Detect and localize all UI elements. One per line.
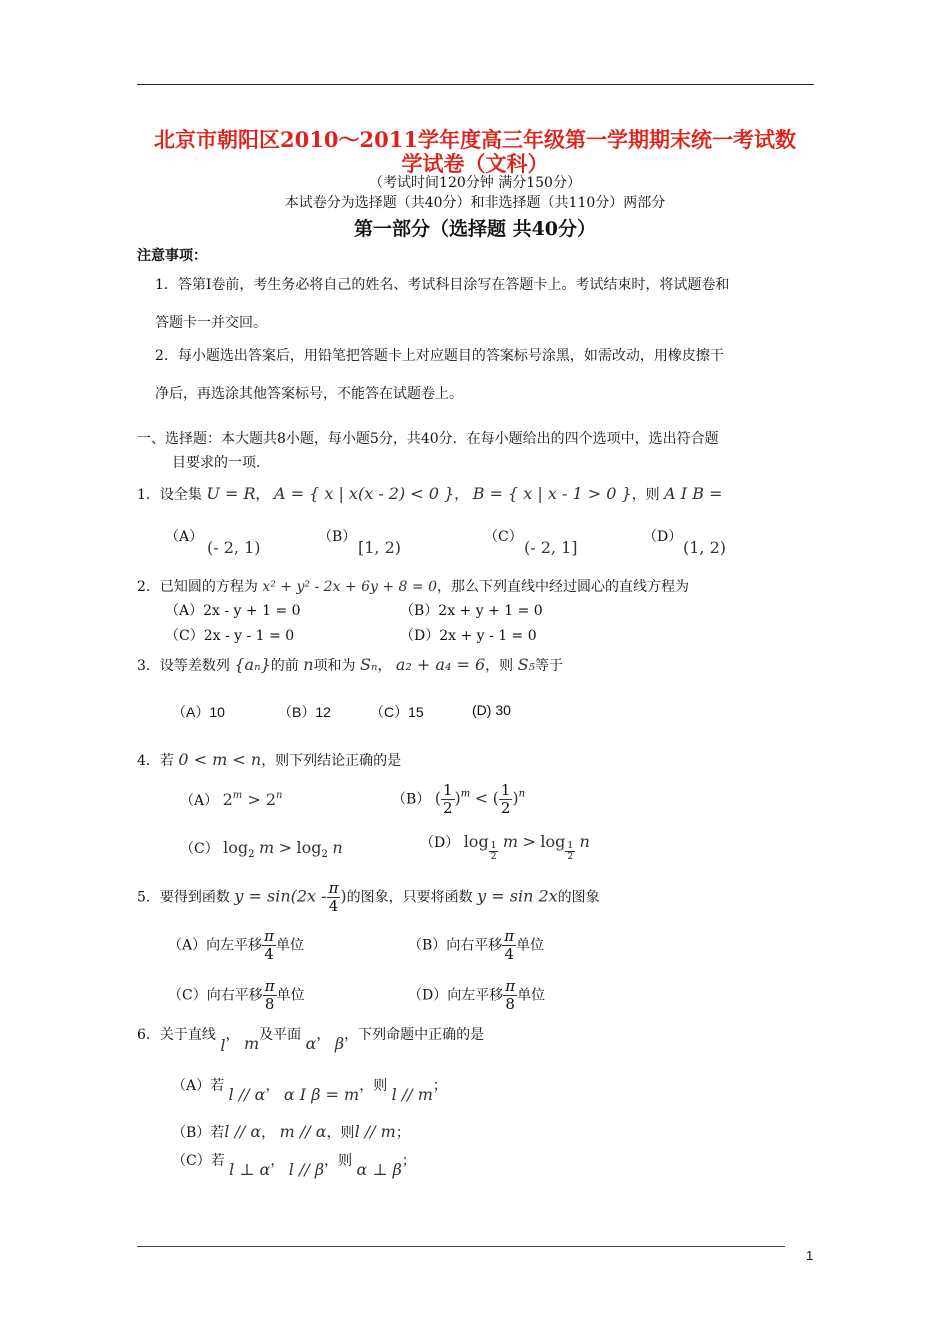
q4-c-m: m (259, 838, 275, 857)
q4-number: 4． (137, 753, 160, 769)
q4-b-frac2-num: 1 (500, 781, 511, 799)
q6-alpha: α (305, 1034, 317, 1053)
q1-comma2: ， (454, 487, 469, 503)
q4-b-lparen2: ( (492, 788, 499, 808)
q3-sequence: {aₙ} (234, 655, 271, 674)
q4-b-frac1-num: 1 (443, 781, 453, 799)
q3-opt-a: （A）10 (172, 704, 225, 720)
q2-opt-c: （C）2x - y - 1 = 0 (165, 628, 295, 644)
q4-stem-post: ，则下列结论正确的是 (261, 753, 402, 769)
q4-a-exp-m: m (232, 790, 243, 801)
section-title: 第一部分（选择题 共40分） (353, 218, 597, 240)
q6-stem1: 关于直线 (159, 1027, 216, 1043)
q5-c-pi: π (264, 977, 275, 995)
q5-pi: π (328, 879, 339, 897)
q6-opt-a (172, 1075, 447, 1104)
q4-c-log1: log (223, 838, 249, 857)
q3-stem4: ，则 (485, 658, 514, 674)
q2-stem-pre: 已知圆的方程为 (159, 579, 258, 595)
q6-opt-c-m3: α ⊥ β (356, 1160, 402, 1179)
q3-n: n (303, 655, 314, 674)
q6-opt-b-m3: l // m (354, 1122, 396, 1141)
q1-stem: 设全集 (159, 487, 202, 503)
top-rule (137, 84, 814, 85)
q4-condition: 0 < m < n (178, 750, 262, 769)
part1-heading-line1: 一、选择题：本大题共8小题，每小题5分，共40分．在每小题给出的四个选项中，选出符合题 (137, 431, 719, 447)
q4-c-gt: > (278, 838, 293, 857)
q1-then: ，则 (631, 487, 660, 503)
notice-item1-line1: 1．答第I卷前，考生务必将自己的姓名、考试科目涂写在答题卡上。考试结束时，将试题卷和 (155, 277, 730, 293)
q3-stem2: 的前 (270, 658, 299, 674)
q6-comma2: ， (316, 1027, 331, 1043)
q4-opt-b-label: （B） (392, 791, 431, 808)
q6-l: l (220, 1036, 226, 1055)
q4-opt-a (180, 790, 282, 810)
q6-opt-b-comma: ， (261, 1125, 276, 1141)
q6-opt-b-then: ，则 (326, 1125, 355, 1141)
q4-b-exp-m: m (460, 788, 471, 800)
q4-opt-d-label: （D） (420, 835, 460, 851)
q4-d-base1-num: 1 (490, 841, 497, 851)
q5-function1: y = sin(2x - (234, 886, 327, 906)
q1-number: 1． (137, 487, 160, 503)
q1-opt-b: [1, 2) (358, 538, 402, 557)
q5-opt-d-frac (503, 978, 517, 1013)
q2-opt-a: （A）2x - y + 1 = 0 (165, 603, 301, 619)
q1-opt-c: (- 2, 1] (524, 538, 578, 557)
q1-opt-b-label: （B） (318, 529, 357, 545)
q2-number: 2． (137, 579, 160, 595)
q3-stem1: 设等差数列 (159, 658, 230, 674)
q4-a-base: 2 (222, 790, 233, 809)
q3-line (137, 655, 563, 675)
q6-opt-c-semicolon: ； (401, 1153, 416, 1169)
footer-rule (137, 1246, 785, 1247)
q4-c-n: n (332, 838, 343, 857)
q6-opt-b-m2: m // α (279, 1122, 327, 1141)
q1-opt-d-label: （D） (643, 529, 683, 545)
q4-b-frac2-den: 2 (500, 799, 511, 817)
q5-stem1: 要得到函数 (159, 889, 230, 906)
q5-function2: y = sin 2x (477, 886, 558, 906)
q4-d-n: n (579, 832, 590, 851)
q6-stem3: ，下列命题中正确的是 (344, 1027, 485, 1043)
q5-d-den: 8 (505, 995, 515, 1013)
q4-stem-pre: 若 (159, 753, 174, 769)
q4-b-frac2 (499, 782, 513, 817)
q4-opt-c (180, 838, 343, 860)
q2-stem-post: ，那么下列直线中经过圆心的直线方程为 (437, 579, 689, 595)
q2-circle-equation: x² + y² - 2x + 6y + 8 = 0 (262, 579, 437, 595)
q4-b-rparen2: ) (512, 788, 519, 808)
q4-opt-b (392, 782, 525, 817)
q2-line (137, 576, 689, 596)
exam-info: （考试时间120分钟 满分150分） (369, 175, 581, 191)
q5-opt-c (168, 978, 305, 1013)
q5-opt-d-unit: 单位 (517, 987, 546, 1004)
q5-opt-a-text: （A）向左平移 (168, 937, 263, 954)
q5-opt-a-frac (262, 928, 276, 963)
q4-d-base2-den: 2 (567, 852, 574, 862)
q5-opt-c-unit: 单位 (276, 987, 305, 1004)
q5-opt-d (408, 978, 545, 1013)
q1-set-b: B = { x | x - 1 > 0 } (472, 484, 632, 503)
q5-close: ) (340, 886, 347, 906)
q4-a-gt: > (247, 790, 261, 809)
notice-item2-line2: 净后，再选涂其他答案标号，不能答在试题卷上。 (155, 386, 463, 402)
q6-opt-c-m2: l // β (288, 1160, 325, 1179)
q5-a-den: 4 (264, 945, 274, 963)
q5-d-pi: π (505, 977, 516, 995)
q4-d-log2: log (540, 832, 566, 851)
q6-opt-a-comma: ， (265, 1078, 280, 1094)
q4-d-log1: log (463, 832, 489, 851)
q5-opt-d-text: （D）向左平移 (408, 987, 504, 1004)
q3-comma: ， (377, 658, 392, 674)
q6-beta: β (334, 1034, 345, 1053)
q6-opt-b-semicolon: ； (395, 1125, 410, 1141)
q5-opt-b-unit: 单位 (516, 937, 545, 954)
q5-a-pi: π (264, 927, 274, 945)
q4-d-gt: > (522, 832, 536, 851)
q4-c-log2: log (296, 838, 322, 857)
q6-opt-a-then: ，则 (359, 1078, 388, 1094)
q4-opt-c-label: （C） (180, 841, 219, 857)
q6-opt-c-pre: （C）若 (172, 1153, 225, 1169)
exam-title-line1: 北京市朝阳区2010～2011学年度高三年级第一学期期末统一考试数 (154, 127, 796, 152)
q4-b-exp-n: n (518, 788, 526, 800)
q6-opt-a-semicolon: ； (432, 1078, 447, 1094)
q1-intersection: A I B = (664, 484, 723, 503)
q3-stem3: 项和为 (313, 658, 356, 674)
q6-opt-b (172, 1122, 410, 1142)
q4-d-base2 (565, 841, 575, 862)
q5-opt-a-unit: 单位 (275, 937, 304, 954)
q4-a-base2: 2 (265, 790, 277, 809)
q3-number: 3． (137, 658, 160, 674)
q6-opt-c-m1: l ⊥ α (229, 1160, 271, 1179)
q3-s5: S₅ (517, 655, 535, 674)
q2-opt-b: （B）2x + y + 1 = 0 (400, 603, 543, 619)
q6-opt-b-m1: l // α (224, 1122, 262, 1141)
exam-title-line2: 学试卷（文科） (401, 151, 549, 176)
q5-opt-b-text: （B）向右平移 (408, 937, 503, 954)
q6-stem2: 及平面 (259, 1027, 302, 1043)
q6-opt-a-m1: l // α (228, 1085, 266, 1104)
q4-a-exp-n: n (276, 790, 283, 801)
q5-opt-b (408, 928, 544, 963)
q5-c-den: 8 (264, 995, 275, 1013)
q6-number: 6． (137, 1027, 160, 1043)
notice-heading: 注意事项： (137, 248, 207, 264)
q4-b-rparen: ) (454, 788, 461, 808)
q3-opt-d: (D) 30 (472, 702, 511, 718)
q5-number: 5． (137, 889, 160, 906)
q3-stem5: 等于 (534, 658, 563, 674)
q4-b-frac1 (441, 782, 455, 817)
q5-stem2: 的图象，只要将函数 (346, 889, 473, 906)
part1-heading-line2: 目要求的一项． (172, 455, 270, 471)
q4-opt-d (420, 832, 590, 862)
q5-b-den: 4 (504, 945, 514, 963)
q4-opt-a-label: （A） (180, 793, 219, 809)
q6-opt-a-pre: （A）若 (172, 1078, 225, 1094)
q6-comma1: ， (225, 1027, 240, 1043)
q3-condition: a₂ + a₄ = 6 (395, 655, 486, 674)
q6-opt-c-comma: ， (270, 1153, 285, 1169)
q6-opt-c-then: ，则 (324, 1153, 353, 1169)
q6-opt-a-m3: l // m (391, 1085, 433, 1104)
q5-opt-a (168, 928, 304, 963)
q4-d-base2-num: 1 (567, 841, 574, 851)
q3-sum: Sₙ (359, 655, 378, 674)
q6-opt-c (172, 1150, 416, 1179)
q4-d-base1-den: 2 (490, 852, 497, 862)
q5-pi-over-4 (327, 880, 341, 915)
q1-universal-set: U = R (206, 484, 256, 503)
q6-line (137, 1024, 485, 1055)
q1-opt-c-label: （C） (484, 529, 523, 545)
q1-set-a: A = { x | x(x - 2) < 0 } (273, 484, 455, 503)
q5-opt-c-text: （C）向右平移 (168, 987, 263, 1004)
q5-line (137, 880, 600, 915)
q4-line (137, 750, 401, 770)
q5-four: 4 (328, 897, 339, 915)
q4-b-lt: < (474, 788, 489, 808)
page-number: 1 (806, 1248, 814, 1263)
q1-opt-a-label: （A） (165, 529, 204, 545)
q1-comma: ， (255, 487, 270, 503)
q5-stem3: 的图象 (557, 889, 600, 906)
q6-m: m (243, 1034, 260, 1053)
exam-structure: 本试卷分为选择题（共40分）和非选择题（共110分）两部分 (284, 195, 666, 211)
q4-opt-a-expr (223, 790, 283, 809)
q4-b-lparen: ( (434, 788, 441, 808)
q6-opt-a-m2: α I β = m (283, 1085, 360, 1104)
q2-opt-d: （D）2x + y - 1 = 0 (400, 628, 537, 644)
q1-opt-d: (1, 2) (683, 538, 727, 557)
q5-b-pi: π (504, 927, 515, 945)
q6-opt-b-pre: （B）若 (172, 1125, 225, 1141)
q5-opt-c-frac (263, 978, 277, 1013)
q1-line (137, 484, 722, 504)
notice-item1-line2: 答题卡一并交回。 (155, 315, 267, 331)
q4-d-base1 (489, 841, 499, 862)
q5-opt-b-frac (502, 928, 516, 963)
q3-opt-c: （C）15 (370, 704, 424, 720)
notice-item2-line1: 2．每小题选出答案后，用铅笔把答题卡上对应题目的答案标号涂黑，如需改动，用橡皮擦干 (155, 348, 724, 364)
q4-c-base1: 2 (248, 849, 255, 860)
q4-c-base2: 2 (321, 849, 328, 860)
q1-opt-a: (- 2, 1) (207, 538, 261, 557)
q3-opt-b: （B）12 (278, 704, 331, 720)
q4-b-frac1-den: 2 (443, 799, 453, 817)
q4-d-m: m (502, 832, 519, 851)
